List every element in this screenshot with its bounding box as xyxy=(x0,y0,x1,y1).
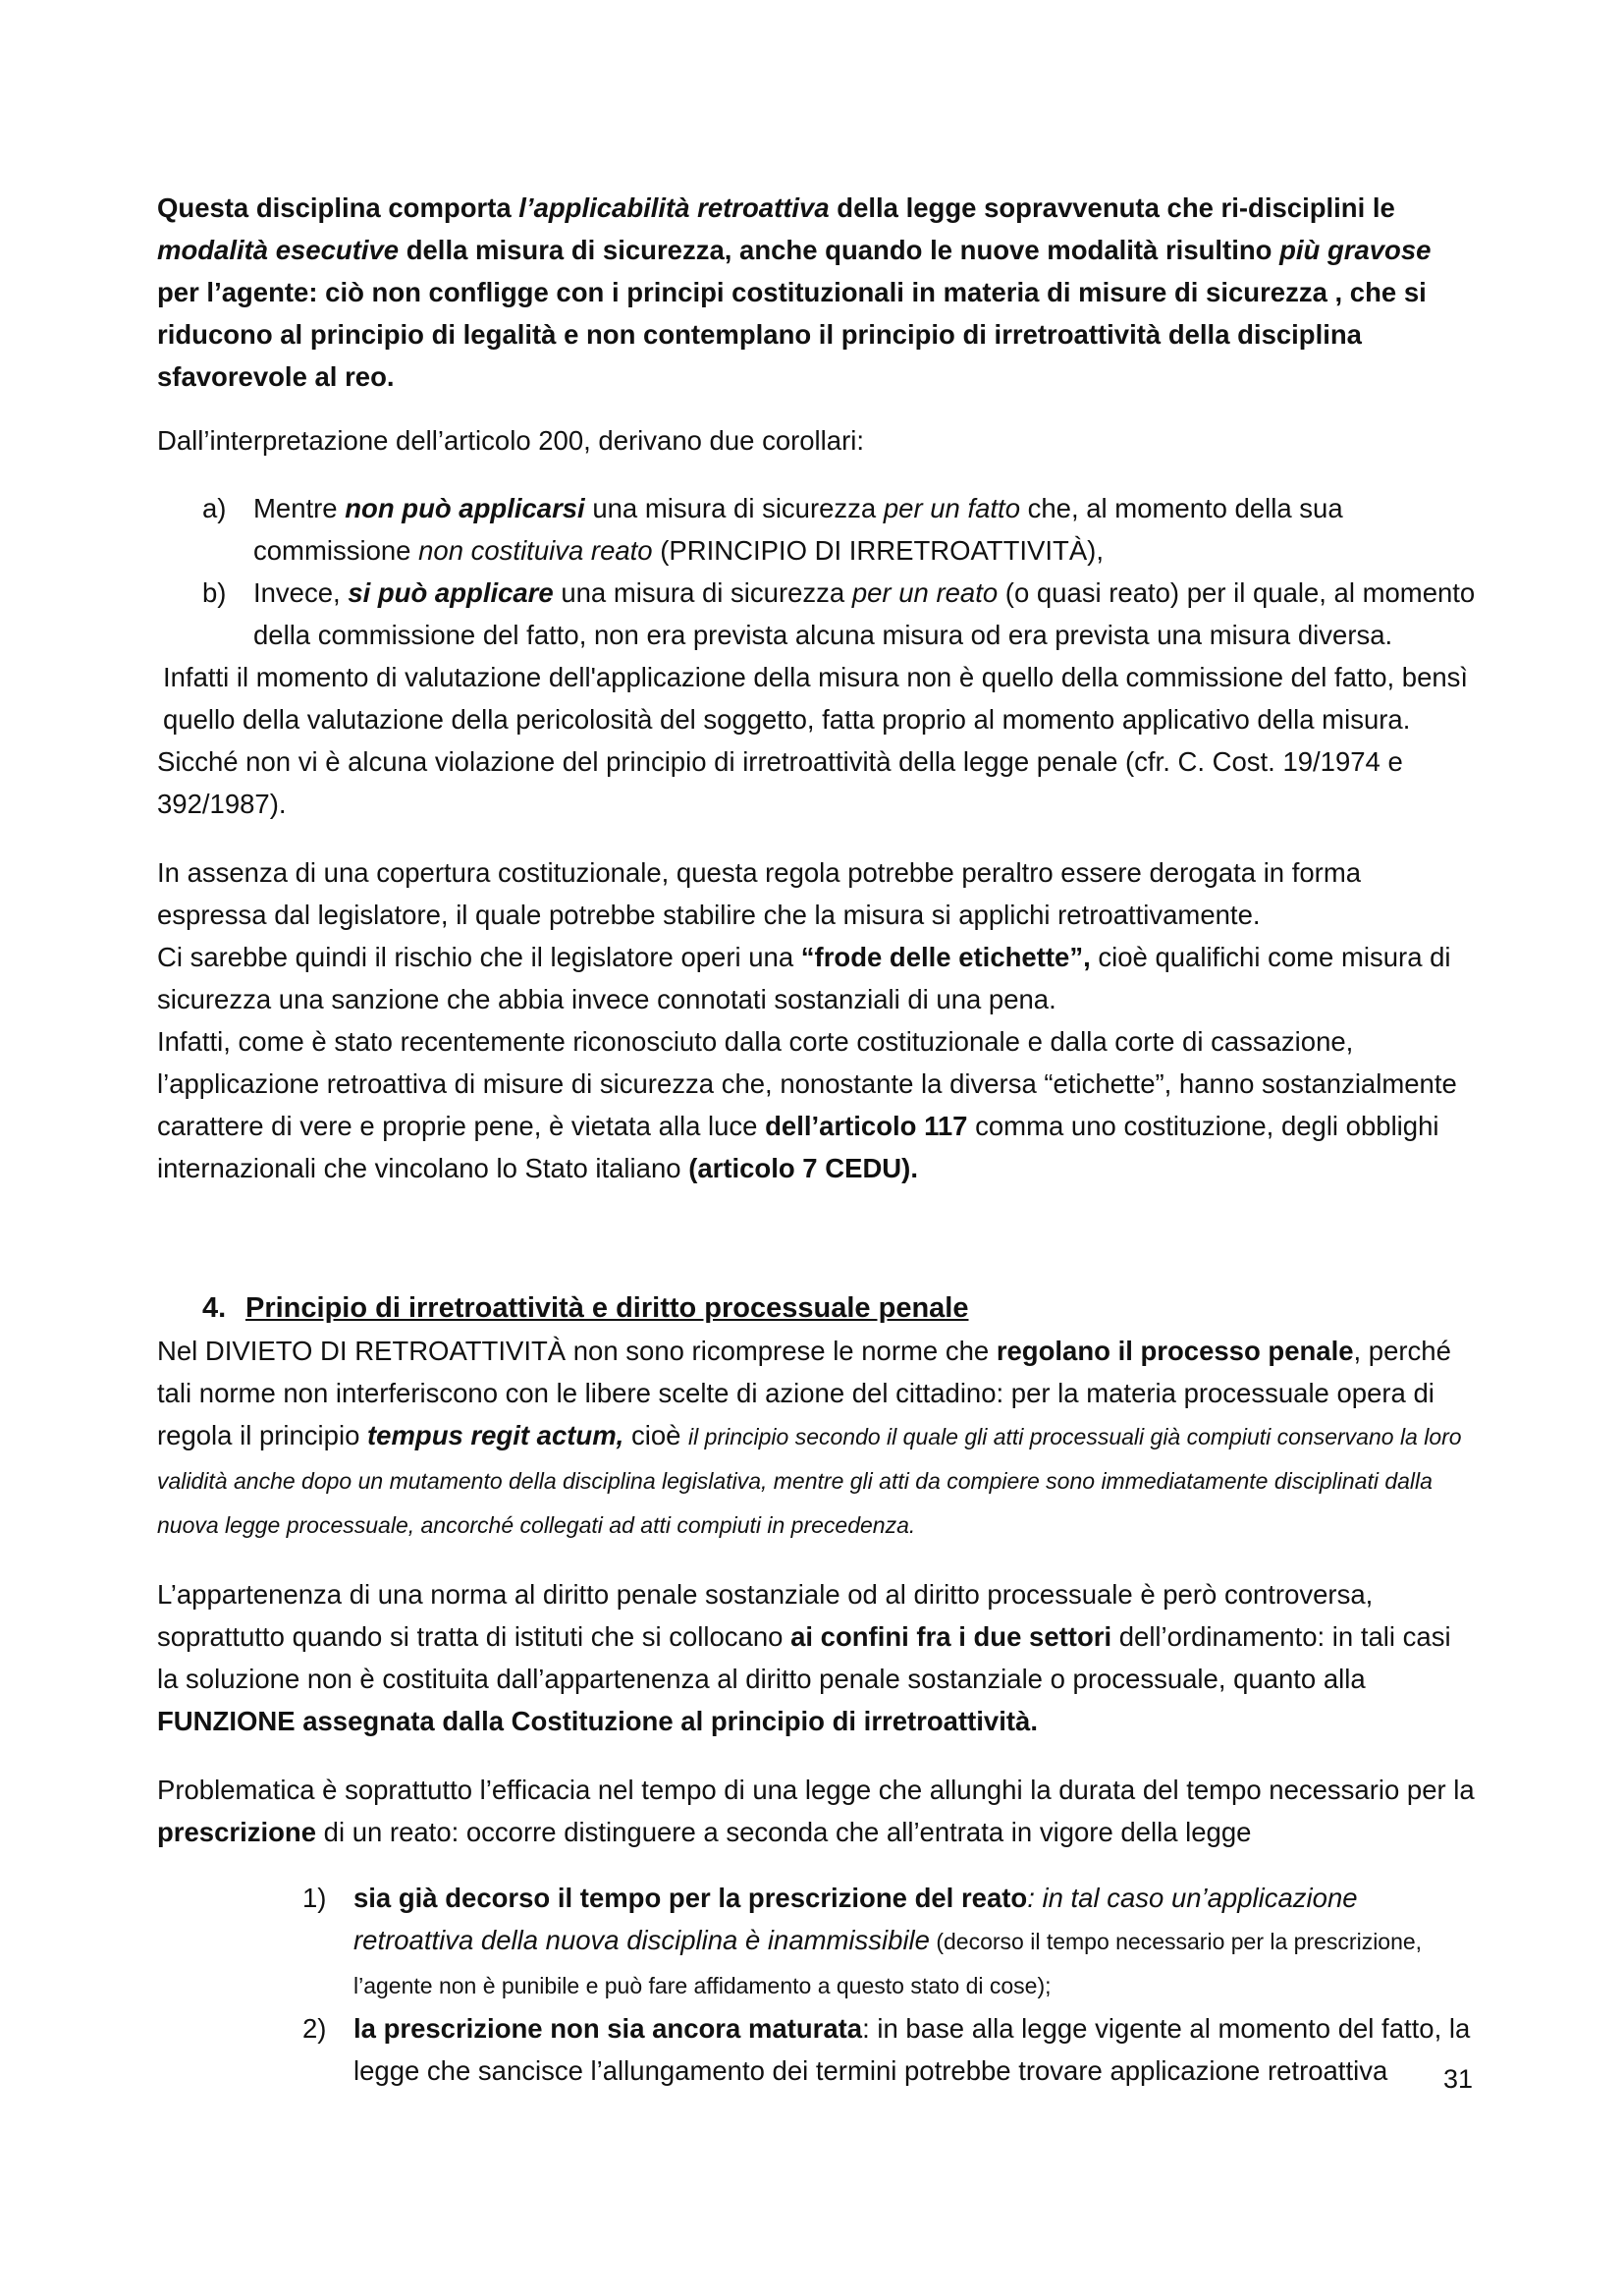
paragraph-2: Dall’interpretazione dell’articolo 200, derivano due corollari: xyxy=(157,425,864,456)
list-item: a) Mentre non può applicarsi una misura di sicurezza per un fatto che, al momento della sua commissione non costituiva reato (PRINCIPIO DI IRRETROATTIVITÀ), xyxy=(202,493,1343,566)
list-item: 1) sia già decorso il tempo per la prescrizione del reato: in tal caso un’applicazione retroattiva della nuova disciplina è inammissibile (decorso il tempo necessario per la prescrizione, l’agente non è punibile e può fare affidamento a questo stato di cose); xyxy=(302,1883,1423,1998)
paragraph-9: L’appartenenza di una norma al diritto penale sostanziale od al diritto processuale è però controversa, soprattutto quando si tratta di istituti che si collocano ai confini fra i due settori dell’ordinamento: in tali casi la soluzione non è costituita dall’appartenenza al diritto penale sostanziale o processuale, quanto alla FUNZIONE assegnata dalla Costituzione al principio di irretroattività. xyxy=(157,1579,1451,1736)
section-heading: 4. Principio di irretroattività e diritto processuale penale xyxy=(202,1292,969,1324)
list-item: b) Invece, si può applicare una misura di sicurezza per un reato (o quasi reato) per il quale, al momento della commissione del fatto, non era prevista alcuna misura od era prevista una misura diversa. xyxy=(202,577,1476,650)
corollari-list xyxy=(157,487,1478,656)
paragraph-3: Infatti il momento di valutazione dell'applicazione della misura non è quello della commissione del fatto, bensì quello della valutazione della pericolosità del soggetto, fatta proprio al momento applicativo della misura. xyxy=(163,662,1469,735)
paragraph-5: In assenza di una copertura costituzionale, questa regola potrebbe peraltro essere derogata in forma espressa dal legislatore, il quale potrebbe stabilire che la misura si applichi retroattivamente. xyxy=(157,857,1362,930)
paragraph-8: Nel DIVIETO DI RETROATTIVITÀ non sono ricomprese le norme che regolano il processo penale, perché tali norme non interferiscono con le libere scelte di azione del cittadino: per la materia processuale opera di regola il principio tempus regit actum, cioè il principio secondo il quale gli atti processuali già compiuti conservano la loro validità anche dopo un mutamento della disciplina legislativa, mentre gli atti da compiere sono immediatamente disciplinati dalla nuova legge processuale, ancorché collegati ad atti compiuti in precedenza. xyxy=(157,1336,1462,1538)
prescrizione-list xyxy=(157,1877,1478,2092)
paragraph-7: Infatti, come è stato recentemente riconosciuto dalla corte costituzionale e dalla corte di cassazione, l’applicazione retroattiva di misure di sicurezza che, nonostante la diversa “etichette”, hanno sostanzialmente carattere di vere e proprie pene, è vietata alla luce dell’articolo 117 comma uno costituzione, degli obblighi internazionali che vincolano lo Stato italiano (articolo 7 CEDU). xyxy=(157,1026,1457,1183)
paragraph-10: Problematica è soprattutto l’efficacia nel tempo di una legge che allunghi la durata del tempo necessario per la prescrizione di un reato: occorre distinguere a seconda che all’entrata in vigore della legge xyxy=(157,1775,1475,1847)
paragraph-6: Ci sarebbe quindi il rischio che il legislatore operi una “frode delle etichette”, cioè qualifichi come misura di sicurezza una sanzione che abbia invece connotati sostanziali di una pena. xyxy=(157,942,1451,1014)
list-item: 2) la prescrizione non sia ancora maturata: in base alla legge vigente al momento del fatto, la legge che sancisce l’allungamento dei termini potrebbe trovare applicazione retroattiva xyxy=(302,2013,1471,2086)
document-page xyxy=(157,187,1478,2092)
page-number: 31 xyxy=(1443,2064,1474,2094)
paragraph-4: Sicché non vi è alcuna violazione del principio di irretroattività della legge penale (cfr. C. Cost. 19/1974 e 392/1987). xyxy=(157,746,1403,819)
paragraph-1: Questa disciplina comporta l’applicabilità retroattiva della legge sopravvenuta che ri-disciplini le modalità esecutive della misura di sicurezza, anche quando le nuove modalità risultino più gravose per l’agente: ciò non confligge con i principi costituzionali in materia di misure di sicurezza , che si riducono al principio di legalità e non contemplano il principio di irretroattività della disciplina sfavorevole al reo. xyxy=(157,192,1432,392)
